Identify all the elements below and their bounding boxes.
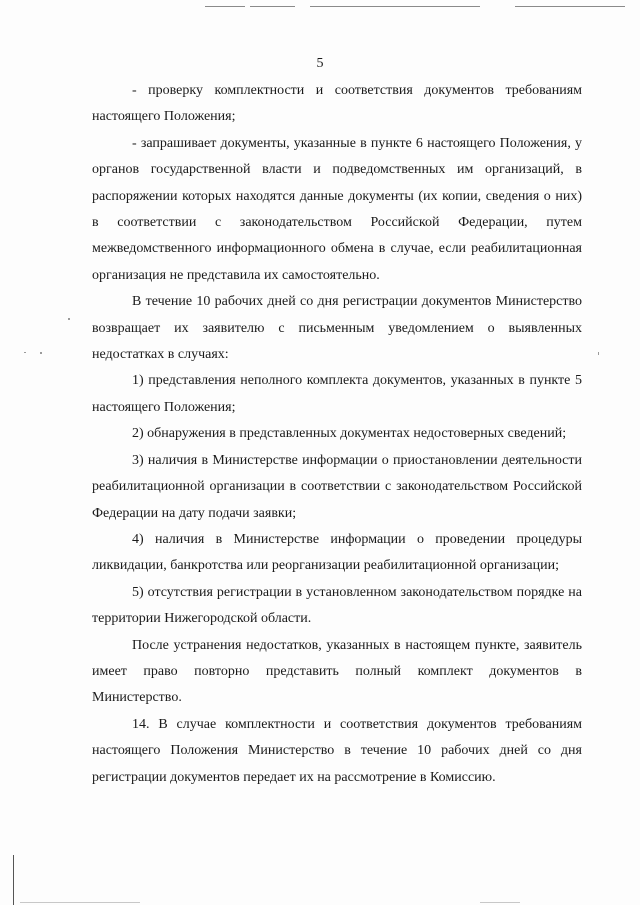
list-item-liquidation: 4) наличия в Министерстве информации о проведении процедуры ликвидации, банкротства или реорганизации реабилитационной организации; — [92, 531, 582, 574]
scan-bottom-noise — [20, 902, 140, 903]
paragraph-document-request: - запрашивает документы, указанные в пункте 6 настоящего Положения, у органов государственной власти и подведомственных им организаций, в распоряжении которых находятся данные документы (их копии, сведения о них) в соответствии с законодательством Российской Федерации, путем межведомственного информационного обмена в случае, если реабилитационная организация не представила их самостоятельно. — [92, 135, 582, 283]
scan-top-rule — [250, 6, 295, 7]
list-item-no-registration: 5) отсутствия регистрации в установленном законодательством порядке на территории Нижегородской области. — [92, 584, 582, 627]
scan-bottom-noise — [480, 902, 520, 903]
scan-top-rule — [515, 6, 625, 7]
scan-speck — [598, 352, 599, 355]
paragraph-resubmission: После устранения недостатков, указанных в настоящем пункте, заявитель имеет право повторно представить полный комплект документов в Министерство. — [92, 637, 582, 706]
scan-speck — [40, 352, 42, 354]
scan-top-rule — [205, 6, 245, 7]
scan-left-edge — [13, 855, 14, 905]
paragraph-item-14: 14. В случае комплектности и соответствия документов требованиям настоящего Положения Министерство в течение 10 рабочих дней со дня регистрации документов передает их на рассмотрение в Комиссию. — [92, 716, 582, 785]
paragraph-return-notice: В течение 10 рабочих дней со дня регистрации документов Министерство возвращает их заявителю с письменным уведомлением о выявленных недостатках в случаях: — [92, 294, 582, 363]
list-item-unreliable-info: 2) обнаружения в представленных документах недостоверных сведений; — [132, 426, 567, 442]
document-body — [92, 78, 582, 791]
scan-speck — [68, 318, 70, 320]
paragraph-completeness-check: - проверку комплектности и соответствия документов требованиям настоящего Положения; — [92, 83, 582, 125]
page-number: 5 — [316, 56, 324, 71]
scan-top-rule — [310, 6, 480, 7]
scan-speck — [24, 352, 26, 353]
list-item-incomplete-set: 1) представления неполного комплекта документов, указанных в пункте 5 настоящего Положения; — [92, 373, 582, 415]
list-item-suspension: 3) наличия в Министерстве информации о приостановлении деятельности реабилитационной организации в соответствии с законодательством Российской Федерации на дату подачи заявки; — [92, 452, 582, 521]
